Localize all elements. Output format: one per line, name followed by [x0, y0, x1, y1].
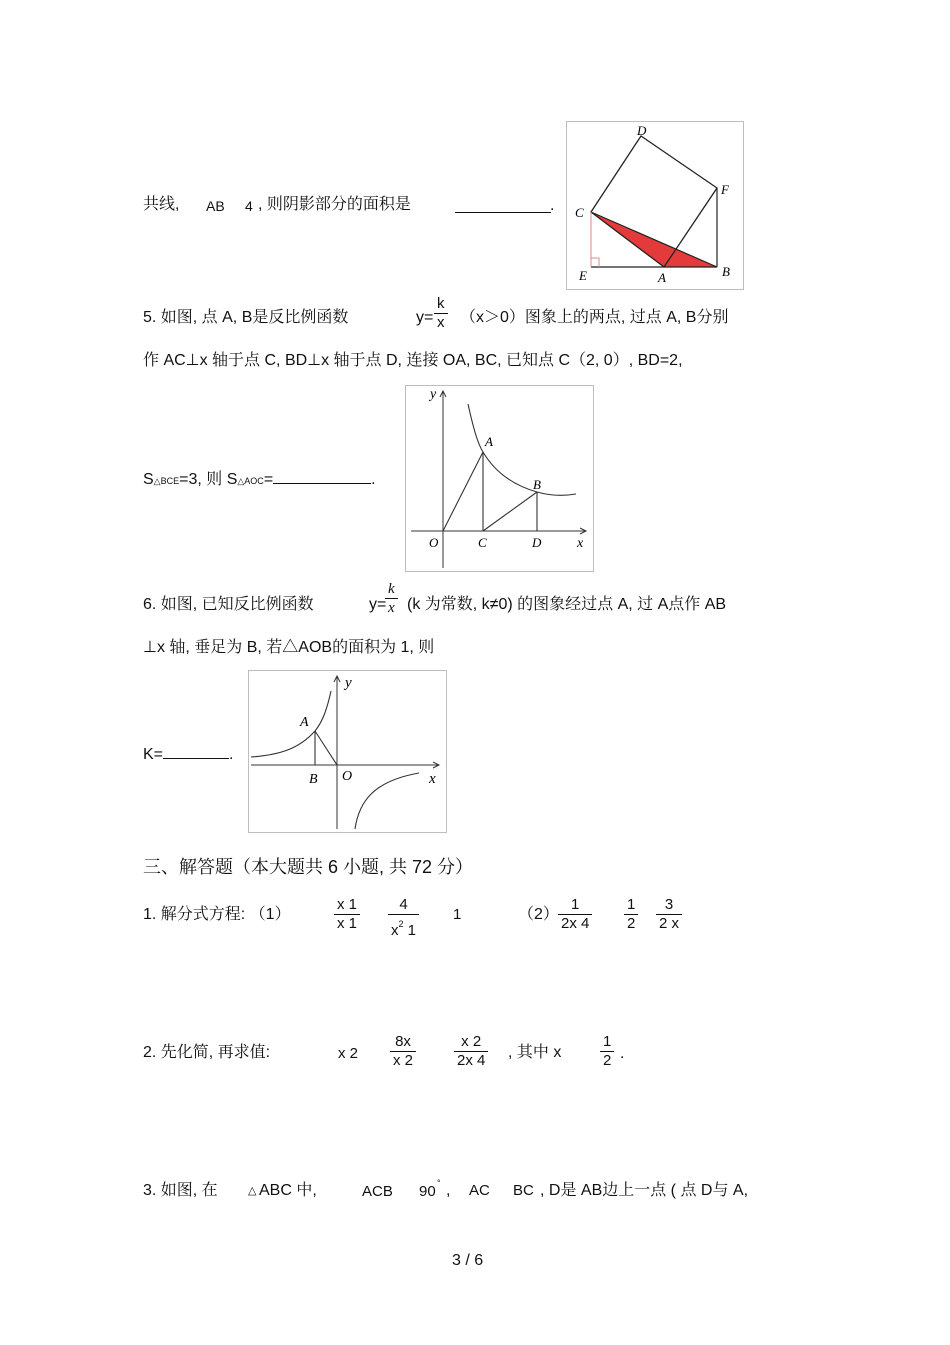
q4-period: . [550, 197, 555, 214]
p2-fraction-1 [390, 1033, 416, 1070]
label-o: O [429, 535, 439, 550]
q6-line1-b: (k 为常数, k≠0) 的图象经过点 A, 过 A点作 AB [407, 596, 727, 613]
label-a: A [485, 434, 493, 449]
q5-line1-a: 5. 如图, 点 A, B是反比例函数 [143, 309, 349, 326]
p2-term-x2: x 2 [338, 1045, 359, 1062]
q5-y-eq: y= [416, 309, 434, 326]
p2-label: 2. 先化简, 再求值: [143, 1044, 271, 1061]
figure-hyperbola-two-branches [248, 670, 447, 833]
p3-angle-acb: ACB [362, 1183, 393, 1200]
fraction-denominator: 2x 4 [457, 1052, 486, 1069]
label-o: O [342, 769, 353, 784]
q4-text-gongxian: 共线, [143, 196, 180, 213]
p1-label-2: （2） [518, 906, 559, 923]
page-number: 3 / 6 [452, 1252, 484, 1269]
figure-hyperbola-two-branches-svg [249, 671, 446, 832]
fraction-numerator: 3 [656, 896, 682, 915]
segment-oa [443, 452, 483, 531]
p1-fraction-3 [558, 896, 592, 933]
q4-four: 4 [245, 198, 253, 214]
p1-rhs: 1 [453, 906, 462, 923]
q4-ab: AB [206, 198, 225, 214]
label-a: A [300, 715, 309, 730]
fraction-denominator: 2 [603, 1052, 612, 1069]
p3-bc: BC [513, 1182, 534, 1199]
figure-square-triangle-svg [567, 122, 743, 289]
q6-answer-blank [163, 758, 229, 759]
fraction-denominator [388, 915, 419, 940]
segment-cb [483, 492, 537, 531]
section-heading: 三、解答题（本大题共 6 小题, 共 72 分） [143, 857, 474, 877]
figure-hyperbola-first-quadrant [405, 385, 594, 572]
p3-triangle-abc: ABC 中, [259, 1182, 317, 1199]
label-b: B [533, 477, 541, 492]
q6-y-eq: y= [369, 596, 387, 613]
p1-label: 1. 解分式方程: （1） [143, 906, 291, 923]
fraction-numerator: 1 [558, 896, 592, 915]
p1-fraction-1 [334, 896, 360, 933]
hyperbola-branch-right [355, 773, 419, 829]
p2-mid: , 其中 x [508, 1044, 562, 1061]
q5-line3 [143, 470, 376, 491]
den-x: x [391, 922, 399, 939]
q6-period: . [229, 746, 234, 763]
label-d: D [532, 535, 542, 550]
fraction-numerator: 4 [388, 896, 419, 915]
q5-line3-end: = [263, 471, 274, 488]
p1-fraction-2 [388, 896, 419, 940]
hyperbola-branch-left [251, 691, 331, 757]
q6-k-label: K= [143, 746, 164, 763]
q4-answer-blank [455, 212, 551, 213]
label-c: C [478, 535, 487, 550]
label-b: B [722, 264, 730, 279]
fraction-numerator: 1 [600, 1033, 614, 1052]
p3-comma: , [446, 1182, 451, 1199]
p3-rest: , D是 AB边上一点 ( 点 D与 A, [540, 1182, 749, 1199]
triangle-symbol: △ [248, 1185, 257, 1197]
fraction-denominator: x 1 [337, 915, 358, 932]
p2-fraction-2 [454, 1033, 488, 1070]
q5-answer-blank [273, 483, 371, 484]
q5-fraction-k-over-x [434, 295, 448, 332]
fraction-denominator: x [437, 314, 445, 331]
fraction-numerator: 1 [624, 896, 638, 915]
label-d: D [637, 123, 647, 138]
fraction-denominator: x 2 [393, 1052, 414, 1069]
q6-line3 [143, 745, 233, 765]
label-y: y [430, 387, 437, 402]
subscript-bce: △BCE [153, 476, 180, 486]
fraction-numerator: x 1 [334, 896, 360, 915]
q5-line2: 作 AC⊥x 轴于点 C, BD⊥x 轴于点 D, 连接 OA, BC, 已知点 C（2, 0）, BD=2, [143, 352, 683, 369]
q5-line1-b: （x＞0）图象上的两点, 过点 A, B分别 [460, 309, 729, 326]
label-e: E [579, 268, 587, 283]
q5-period: . [371, 471, 376, 488]
figure-hyperbola-first-quadrant-svg [406, 386, 593, 571]
p3-ac: AC [469, 1182, 490, 1199]
degree-mark: ° [437, 1178, 441, 1188]
q6-fraction-k-over-x [385, 580, 398, 617]
fraction-denominator: x [388, 600, 395, 616]
label-c: C [575, 205, 584, 220]
p3-label: 3. 如图, 在 [143, 1182, 218, 1199]
fraction-numerator: 8x [390, 1033, 416, 1052]
q5-line3-mid: =3, 则 S [179, 471, 238, 488]
fraction-numerator: x 2 [454, 1033, 488, 1052]
fraction-denominator: 2x 4 [561, 915, 590, 932]
subscript-aoc: △AOC [237, 476, 264, 486]
segment-ao [315, 731, 337, 765]
q6-line2: ⊥x 轴, 垂足为 B, 若△AOB的面积为 1, 则 [143, 639, 435, 656]
fraction-denominator: 2 x [659, 915, 680, 932]
den-rest: 1 [403, 922, 417, 939]
label-a: A [658, 270, 666, 285]
right-angle-mark [591, 258, 599, 267]
label-b: B [309, 772, 318, 787]
den-exponent: 2 [398, 919, 404, 929]
hyperbola-curve [468, 404, 576, 495]
label-x: x [577, 536, 584, 551]
p1-fraction-4 [624, 896, 638, 933]
fraction-numerator: k [434, 295, 448, 314]
q6-line1-a: 6. 如图, 已知反比例函数 [143, 596, 314, 613]
p2-end: . [620, 1045, 625, 1062]
fraction-denominator: 2 [627, 915, 636, 932]
p1-fraction-5 [656, 896, 682, 933]
figure-square-triangle [566, 121, 744, 290]
fraction-numerator: k [385, 580, 398, 599]
label-x: x [429, 771, 436, 787]
q4-question-text: , 则阴影部分的面积是 [258, 196, 411, 213]
label-y: y [345, 675, 352, 691]
s-symbol: S [143, 471, 154, 488]
p2-fraction-3 [600, 1033, 614, 1070]
label-f: F [721, 182, 729, 197]
p3-ninety: 90 [419, 1183, 436, 1200]
